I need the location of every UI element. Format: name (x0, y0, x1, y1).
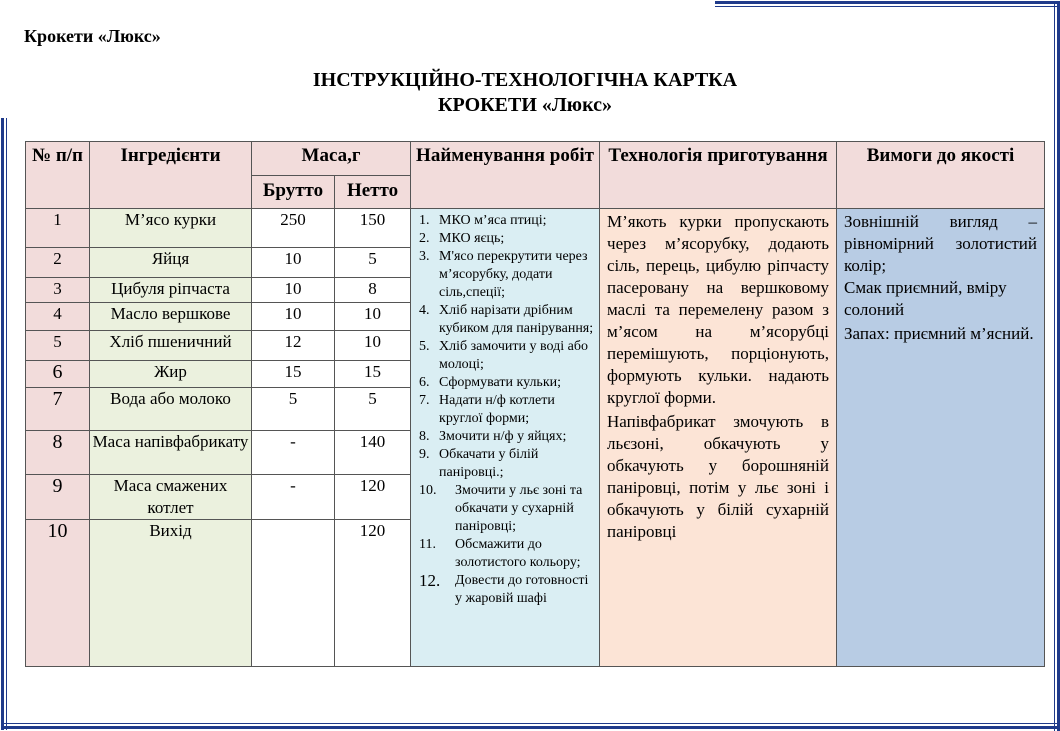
header-quality: Вимоги до якості (837, 142, 1045, 209)
brutto-value: 10 (252, 278, 335, 303)
technology-paragraph: Напівфабрикат змочують в льєзоні, обкачують у обкачують у борошняній паніровці, потім у льє зоні і обкачують у білій сухарній паніровці (607, 412, 830, 541)
row-number: 8 (26, 431, 90, 475)
row-number: 6 (26, 361, 90, 388)
ingredient-name: Жир (90, 361, 252, 388)
list-item: 10. Змочити у льє зоні та обкачати у сухарній паніровці; (419, 483, 583, 534)
list-item: 9. Обкачати у білій паніровці.; (419, 447, 539, 480)
brutto-value: 12 (252, 331, 335, 361)
card-title: ІНСТРУКЦІЙНО-ТЕХНОЛОГІЧНА КАРТКА (312, 69, 738, 91)
netto-value: 5 (335, 248, 411, 278)
brutto-value: 10 (252, 303, 335, 331)
brutto-value (252, 520, 335, 667)
card-subtitle: КРОКЕТИ «Люкс» (438, 94, 612, 116)
list-item: 4. Хліб нарізати дрібним кубиком для панірування; (419, 303, 594, 336)
header-ingredients: Інгредієнти (90, 142, 252, 209)
header-works: Найменування робіт (411, 142, 600, 209)
brutto-value: - (252, 431, 335, 475)
list-item: 12. Довести до готовності у жаровій шафі (419, 571, 589, 606)
list-item: 11. Обсмажити до золотистого кольору; (419, 537, 581, 570)
brutto-value: 5 (252, 388, 335, 431)
quality-smell: Запах: приємний м’ясний. (844, 324, 1034, 343)
page-border-top (715, 1, 1060, 7)
header-technology: Технологія приготування (600, 142, 837, 209)
row-number: 1 (26, 209, 90, 248)
list-item: 5. Хліб замочити у воді або молоці; (419, 339, 588, 372)
row-number: 7 (26, 388, 90, 431)
netto-value: 10 (335, 303, 411, 331)
technology-cell (600, 209, 837, 667)
netto-value: 140 (335, 431, 411, 475)
row-number: 3 (26, 278, 90, 303)
works-list-cell (411, 209, 600, 667)
page-border-right (1054, 1, 1060, 731)
ingredient-name: Вода або молоко (90, 388, 252, 431)
quality-appearance: Зовнішній вигляд – рівномірний золотистий колір; (844, 212, 1038, 275)
ingredient-name: М’ясо курки (90, 209, 252, 248)
ingredient-name: Маса смажених котлет (90, 475, 252, 520)
tech-card-table (25, 141, 1045, 667)
quality-taste: Смак приємний, вміру солоний (844, 278, 1007, 319)
list-item: 8. Змочити н/ф у яйцях; (419, 429, 567, 444)
ingredient-name: Хліб пшеничний (90, 331, 252, 361)
page-border-left (1, 118, 7, 730)
row-number: 5 (26, 331, 90, 361)
list-item: 1. МКО м’яса птиці; (419, 213, 547, 228)
header-brutto: Брутто (252, 176, 335, 209)
list-item: 2. МКО яєць; (419, 231, 505, 246)
brutto-value: 250 (252, 209, 335, 248)
netto-value: 120 (335, 520, 411, 667)
header-netto: Нетто (335, 176, 411, 209)
works-list (411, 209, 599, 608)
quality-cell (837, 209, 1045, 667)
ingredient-name: Маса напівфабрикату (90, 431, 252, 475)
list-item: 6. Сформувати кульки; (419, 375, 562, 390)
document-label: Крокети «Люкс» (24, 26, 161, 46)
technology-paragraph: М’якоть курки пропускають через м’ясорубку, додають сіль, перець, цибулю ріпчасту пасеровану на вершковому маслі та перемелену разом з м’ясом на м’ясорубці перемішують, порціонують, формують кульки. надають круглої форми. (607, 212, 830, 407)
brutto-value: 15 (252, 361, 335, 388)
ingredient-name: Яйця (90, 248, 252, 278)
list-item: 3. М'ясо перекрутити через м’ясорубку, додати сіль,спеції; (419, 249, 588, 300)
row-number: 4 (26, 303, 90, 331)
page-border-bottom (1, 723, 1060, 729)
brutto-value: 10 (252, 248, 335, 278)
row-number: 2 (26, 248, 90, 278)
table-row (26, 209, 1045, 248)
netto-value: 15 (335, 361, 411, 388)
header-num: № п/п (26, 142, 90, 209)
list-item: 7. Надати н/ф котлети круглої форми; (419, 393, 555, 426)
row-number: 9 (26, 475, 90, 520)
netto-value: 8 (335, 278, 411, 303)
row-number: 10 (26, 520, 90, 667)
netto-value: 10 (335, 331, 411, 361)
ingredient-name: Масло вершкове (90, 303, 252, 331)
netto-value: 5 (335, 388, 411, 431)
netto-value: 150 (335, 209, 411, 248)
ingredient-name: Вихід (90, 520, 252, 667)
netto-value: 120 (335, 475, 411, 520)
header-mass: Маса,г (252, 142, 411, 176)
brutto-value: - (252, 475, 335, 520)
ingredient-name: Цибуля ріпчаста (90, 278, 252, 303)
